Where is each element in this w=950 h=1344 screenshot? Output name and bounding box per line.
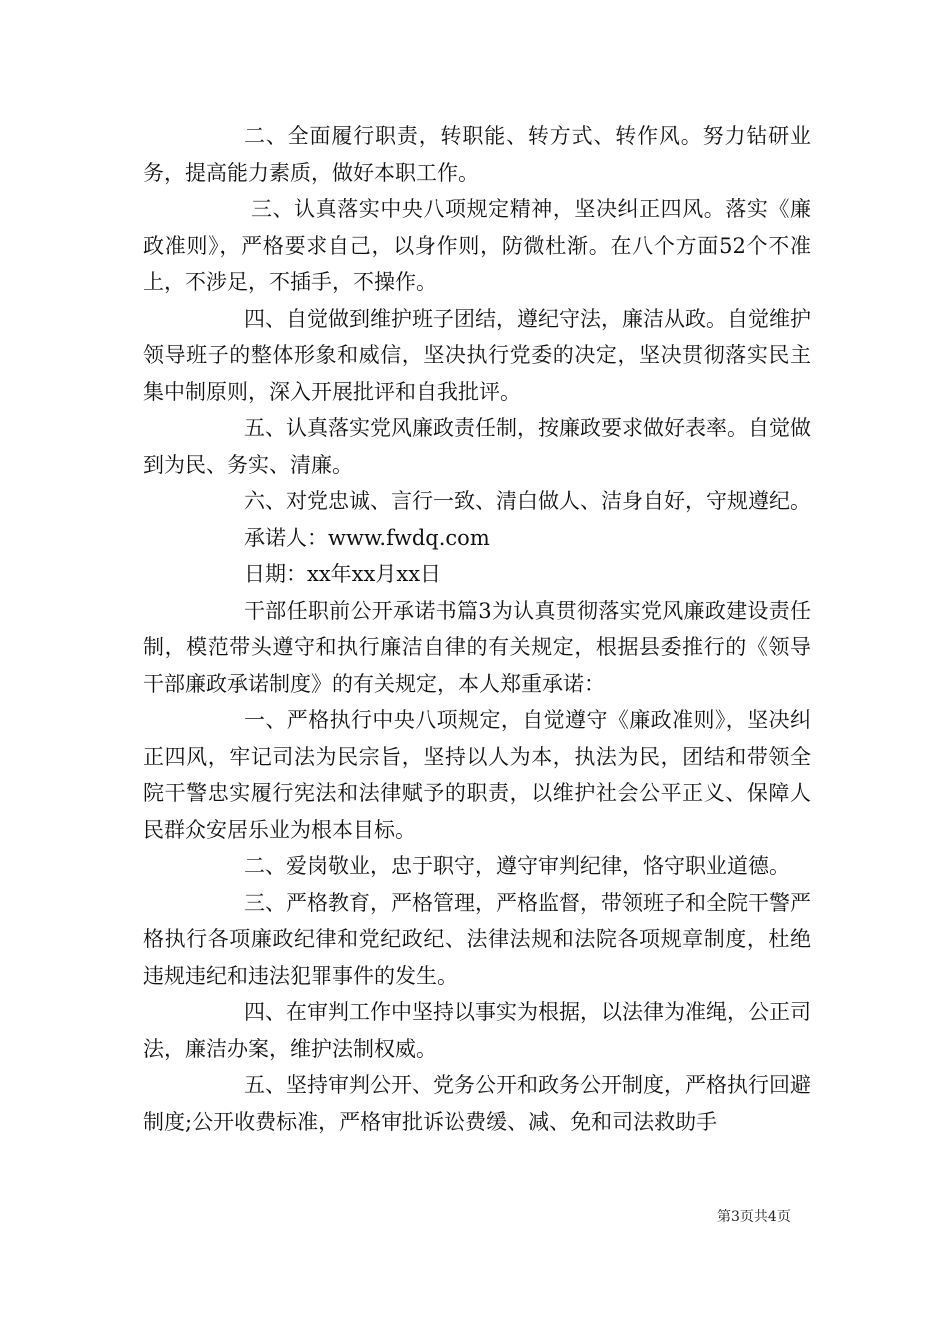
paragraph: 五、认真落实党风廉政责任制，按廉政要求做好表率。自觉做到为民、务实、清廉。 xyxy=(143,416,811,477)
paragraph: 一、严格执行中央八项规定，自觉遵守《廉政准则》，坚决纠正四风，牢记司法为民宗旨，坚持以人为本，执法为民，团结和带领全院干警忠实履行宪法和法律赋予的职责，以维护社会公平正义、保障人民群众安居乐业为根本目标。 xyxy=(143,708,811,842)
paragraph: 四、在审判工作中坚持以事实为根据，以法律为准绳，公正司法，廉洁办案，维护法制权威。 xyxy=(143,1000,811,1061)
signatory-line: 承诺人：www.fwdq.com xyxy=(244,525,490,550)
paragraph: 五、坚持审判公开、党务公开和政务公开制度，严格执行回避制度;公开收费标准，严格审批诉讼费缓、减、免和司法救助手 xyxy=(143,1073,811,1134)
paragraph: 三、认真落实中央八项规定精神，坚决纠正四风。落实《廉政准则》，严格要求自己，以身作则，防微杜渐。在八个方面52个不准上，不涉足，不插手，不操作。 xyxy=(143,197,811,294)
paragraph: 干部任职前公开承诺书篇3为认真贯彻落实党风廉政建设责任制，模范带头遵守和执行廉洁自律的有关规定，根据县委推行的《领导干部廉政承诺制度》的有关规定，本人郑重承诺： xyxy=(143,598,811,696)
paragraph: 二、全面履行职责，转职能、转方式、转作风。努力钻研业务，提高能力素质，做好本职工作。 xyxy=(143,124,811,185)
paragraph: 三、严格教育，严格管理，严格监督，带领班子和全院干警严格执行各项廉政纪律和党纪政纪、法律法规和法院各项规章制度，杜绝违规违纪和违法犯罪事件的发生。 xyxy=(143,890,811,988)
date-line: 日期：xx年xx月xx日 xyxy=(244,562,442,586)
document-body xyxy=(143,118,811,1140)
paragraph: 六、对党忠诚、言行一致、清白做人、洁身自好，守规遵纪。 xyxy=(244,489,811,513)
paragraph: 四、自觉做到维护班子团结，遵纪守法，廉洁从政。自觉维护领导班子的整体形象和威信，坚决执行党委的决定，坚决贯彻落实民主集中制原则，深入开展批评和自我批评。 xyxy=(143,306,811,404)
paragraph: 二、爱岗敬业，忠于职守，遵守审判纪律，恪守职业道德。 xyxy=(244,854,790,878)
page-number: 第3页共4页 xyxy=(717,1209,791,1225)
